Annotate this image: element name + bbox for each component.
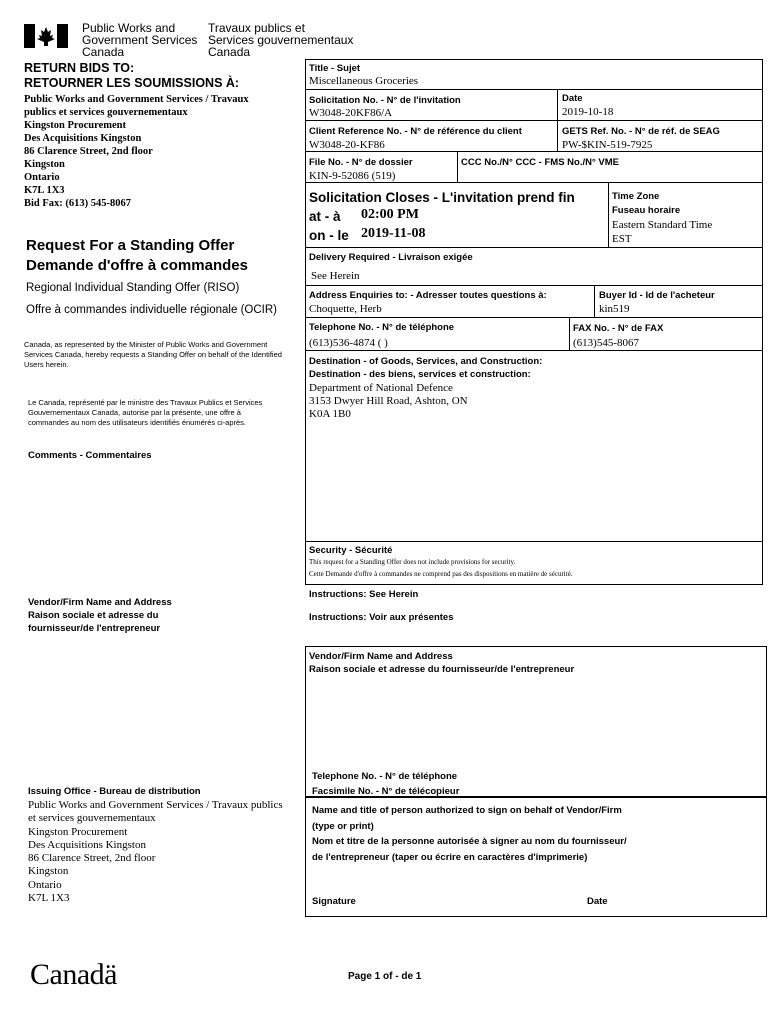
canada-flag-icon — [24, 24, 68, 48]
gets-value: PW-$KIN-519-7925 — [562, 139, 653, 151]
dept-name-en: Public Works and Government Services Canada — [82, 21, 198, 59]
closes-label: Solicitation Closes - L'invitation prend fin — [309, 190, 575, 205]
signature-date-label: Date — [587, 896, 608, 907]
security-text-fr: Cette Demande d'offre à commandes ne comprend pas des dispositions en matière de sécurité. — [309, 570, 573, 578]
return-bids-title-fr: RETOURNER LES SOUMISSIONS À: — [24, 76, 240, 90]
rso-title-fr: Demande d'offre à commandes — [26, 257, 248, 274]
riso-fr: Offre à commandes individuelle régionale (OCIR) — [26, 304, 277, 316]
rso-title-en: Request For a Standing Offer — [26, 237, 235, 254]
vendor-telephone-label: Telephone No. - N° de téléphone — [312, 771, 458, 782]
instructions-fr: Instructions: Voir aux présentes — [309, 612, 454, 623]
vendor-box-label: Vendor/Firm Name and Address Raison sociale et adresse du fournisseur/de l'entrepreneur — [309, 651, 575, 675]
address-enquiries-value: Choquette, Herb — [309, 303, 382, 315]
gets-label: GETS Ref. No. - N° de réf. de SEAG — [562, 126, 720, 137]
file-label: File No. - N° de dossier — [309, 157, 413, 168]
vendor-label-left: Vendor/Firm Name and Address Raison sociale et adresse du fournisseur/de l'entrepreneur — [28, 597, 172, 634]
at-value: 02:00 PM — [361, 207, 419, 222]
instructions-en: Instructions: See Herein — [309, 589, 419, 600]
title-label: Title - Sujet — [309, 63, 361, 74]
file-value: KIN-9-52086 (519) — [309, 170, 396, 182]
delivery-label: Delivery Required - Livraison exigée — [309, 252, 473, 263]
telephone-label: Telephone No. - N° de téléphone — [309, 322, 455, 333]
issuing-office-label: Issuing Office - Bureau de distribution — [28, 786, 201, 797]
fax-value: (613)545-8067 — [573, 337, 639, 349]
on-label: on - le — [309, 228, 349, 243]
fax-label: FAX No. - N° de FAX — [573, 323, 664, 334]
signature-label: Signature — [312, 896, 356, 907]
date-value: 2019-10-18 — [562, 106, 614, 118]
client-ref-label: Client Reference No. - N° de référence du client — [309, 126, 522, 137]
riso-en: Regional Individual Standing Offer (RISO) — [26, 282, 240, 294]
date-label: Date — [562, 93, 583, 104]
page-number: Page 1 of - de 1 — [348, 971, 422, 982]
timezone-value: Eastern Standard Time EST — [612, 219, 713, 245]
canada-wordmark: Canadä — [30, 958, 117, 991]
on-value: 2019-11-08 — [361, 226, 426, 241]
paragraph-fr: Le Canada, représenté par le ministre des Travaux Publics et Services Gouvernementaux Canada, autorise par la présente, une offre à commandes au nom des utilisateurs identifiés énumérés ci-après. — [28, 398, 263, 427]
destination-value: Department of National Defence 3153 Dwyer Hill Road, Ashton, ON K0A 1B0 — [309, 382, 468, 420]
security-label: Security - Sécurité — [309, 545, 393, 556]
timezone-label: Time Zone Fuseau horaire — [612, 191, 681, 216]
client-ref-value: W3048-20-KF86 — [309, 139, 385, 151]
return-bids-title-en: RETURN BIDS TO: — [24, 61, 135, 75]
vendor-facsimile-label: Facsimile No. - N° de télécopieur — [312, 786, 460, 797]
paragraph-en: Canada, as represented by the Minister of Public Works and Government Services Canada, hereby requests a Standing Offer on behalf of the Identified Users herein. — [24, 340, 282, 369]
solicitation-value: W3048-20KF86/A — [309, 107, 393, 119]
at-label: at - à — [309, 209, 341, 224]
buyer-id-value: kin519 — [599, 303, 630, 315]
address-enquiries-label: Address Enquiries to: - Adresser toutes questions à: — [309, 290, 547, 301]
ccc-label: CCC No./N° CCC - FMS No./N° VME — [461, 157, 620, 168]
security-text-en: This request for a Standing Offer does not include provisions for security. — [309, 558, 516, 566]
delivery-value: See Herein — [311, 270, 360, 282]
buyer-id-label: Buyer Id - Id de l'acheteur — [599, 290, 715, 301]
title-value: Miscellaneous Groceries — [309, 75, 419, 87]
destination-label: Destination - of Goods, Services, and Construction: Destination - des biens, services et construction: — [309, 356, 543, 380]
authorized-person-label: Name and title of person authorized to sign on behalf of Vendor/Firm (type or print) Nom et titre de la personne autorisée à signer au nom du fournisseur/ de l'entrepreneur (taper ou écrire en caractères d'imprimerie) — [312, 805, 627, 863]
telephone-value: (613)536-4874 ( ) — [309, 337, 388, 349]
solicitation-label: Solicitation No. - N° de l'invitation — [309, 95, 461, 106]
comments-label: Comments - Commentaires — [28, 450, 152, 461]
dept-name-fr: Travaux publics et Services gouvernementaux Canada — [208, 21, 354, 59]
issuing-office-address: Public Works and Government Services / Travaux publics et services gouvernementaux Kingston Procurement Des Acquisitions Kingston 86 Clarence Street, 2nd floor Kingston Ontario K7L 1X3 — [28, 799, 283, 905]
return-bids-address: Public Works and Government Services / Travaux publics et services gouvernementaux Kingston Procurement Des Acquisitions Kingston 86 Clarence Street, 2nd floor Kingston Ontario K7L 1X3 Bid Fax: (613) 545-8067 — [24, 94, 249, 209]
